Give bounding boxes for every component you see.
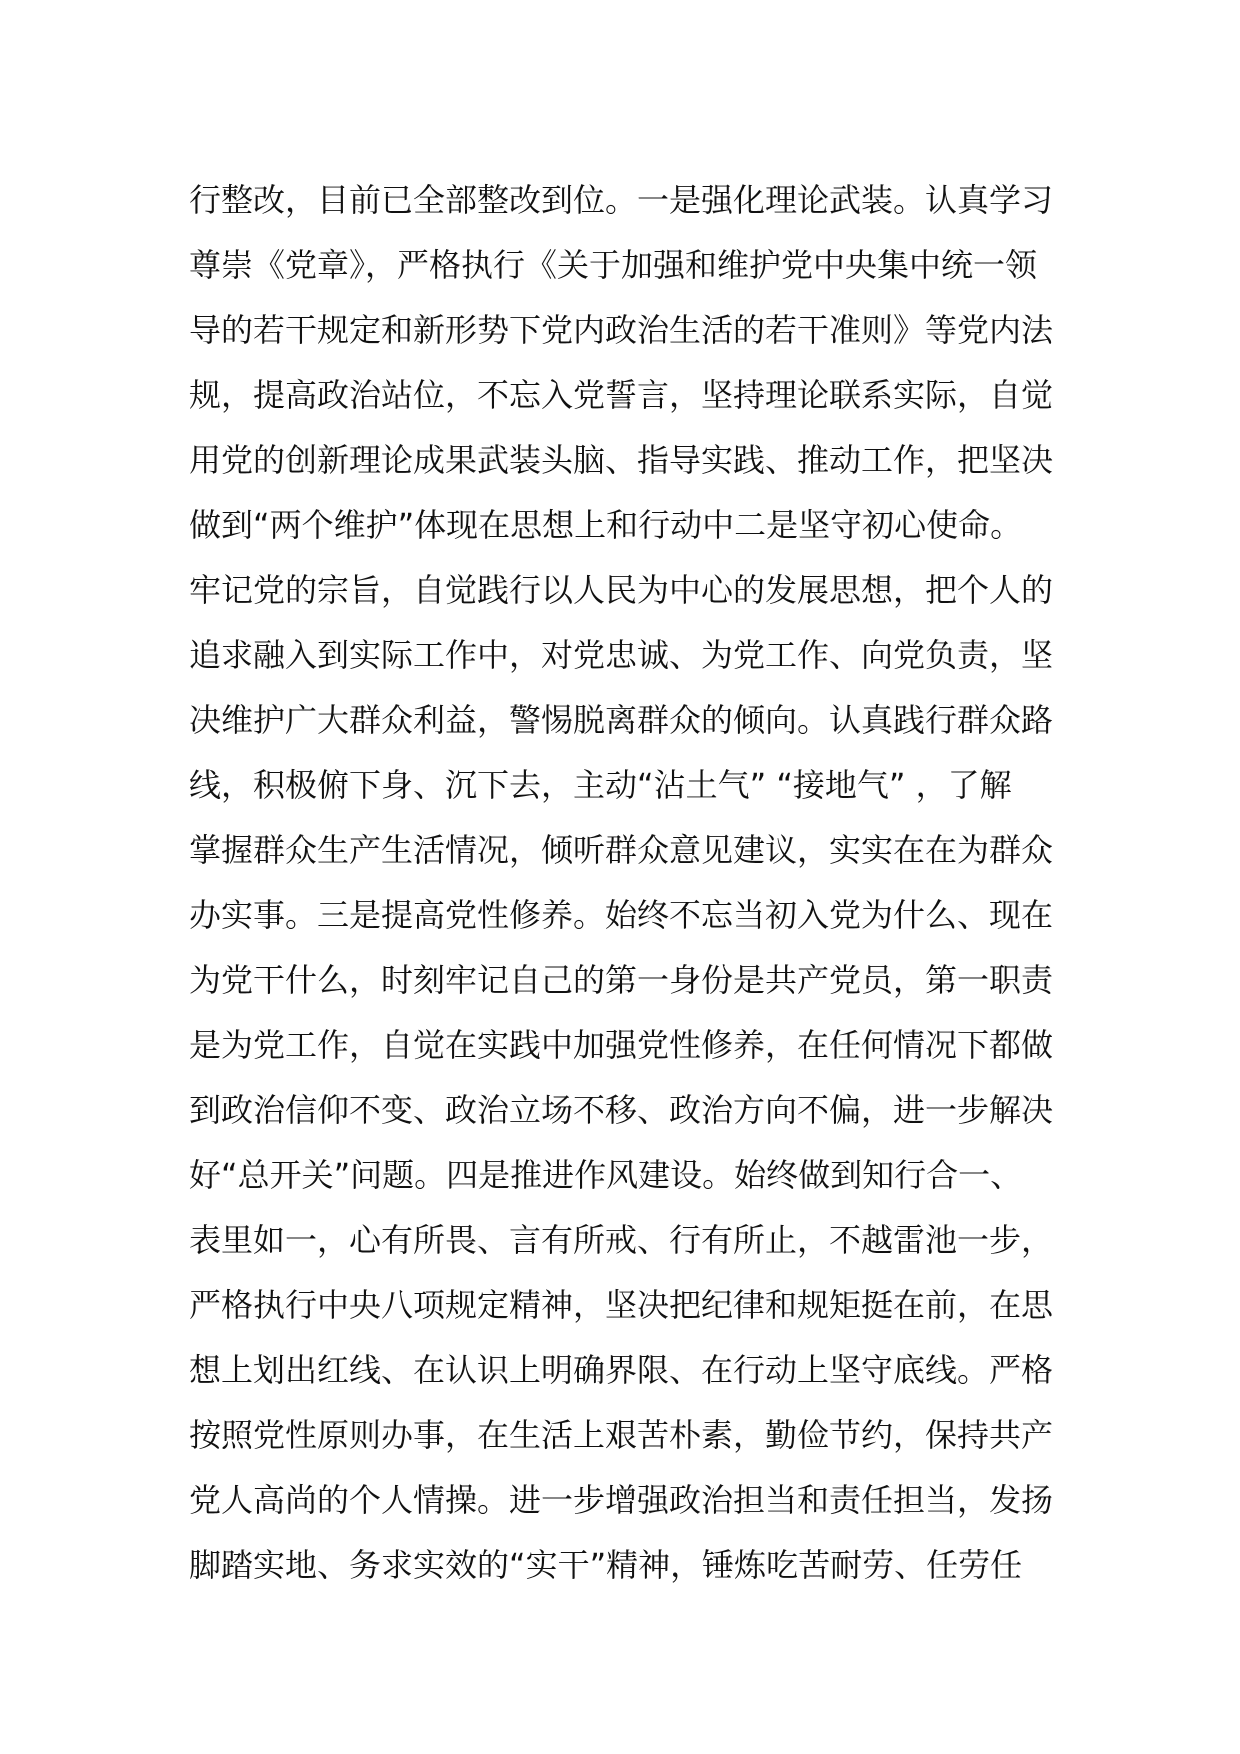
text-line: 做到“两个维护”体现在思想上和行动中二是坚守初心使命。 <box>189 506 1023 544</box>
text-line: 严格执行中央八项规定精神，坚决把纪律和规矩挺在前，在思 <box>189 1286 1054 1324</box>
text-line: 尊崇《党章》，严格执行《关于加强和维护党中央集中统一领 <box>189 246 1038 284</box>
text-line: 追求融入到实际工作中，对党忠诚、为党工作、向党负责，坚 <box>189 636 1054 674</box>
text-line: 牢记党的宗旨，自觉践行以人民为中心的发展思想，把个人的 <box>189 571 1054 609</box>
text-line: 用党的创新理论成果武装头脑、指导实践、推动工作，把坚决 <box>189 441 1054 479</box>
text-line: 好“总开关”问题。四是推进作风建设。始终做到知行合一、 <box>189 1156 1023 1194</box>
text-line: 想上划出红线、在认识上明确界限、在行动上坚守底线。严格 <box>189 1351 1054 1389</box>
text-line: 表里如一，心有所畏、言有所戒、行有所止，不越雷池一步， <box>189 1221 1054 1259</box>
text-line: 决维护广大群众利益，警惕脱离群众的倾向。认真践行群众路 <box>189 701 1054 739</box>
text-line: 按照党性原则办事，在生活上艰苦朴素，勤俭节约，保持共产 <box>189 1416 1054 1454</box>
text-line: 掌握群众生产生活情况，倾听群众意见建议，实实在在为群众 <box>189 831 1054 869</box>
text-line: 党人高尚的个人情操。进一步增强政治担当和责任担当，发扬 <box>189 1481 1054 1519</box>
body-text <box>189 168 1059 1598</box>
text-line: 是为党工作，自觉在实践中加强党性修养，在任何情况下都做 <box>189 1026 1054 1064</box>
text-line: 行整改，目前已全部整改到位。一是强化理论武装。认真学习 <box>189 181 1054 219</box>
text-line: 脚踏实地、务求实效的“实干”精神，锤炼吃苦耐劳、任劳任 <box>189 1546 1023 1584</box>
text-line: 规，提高政治站位，不忘入党誓言，坚持理论联系实际，自觉 <box>189 376 1054 414</box>
text-line: 到政治信仰不变、政治立场不移、政治方向不偏，进一步解决 <box>189 1091 1054 1129</box>
text-line: 导的若干规定和新形势下党内政治生活的若干准则》等党内法 <box>189 311 1054 349</box>
text-line: 为党干什么，时刻牢记自己的第一身份是共产党员，第一职责 <box>189 961 1054 999</box>
text-line: 线，积极俯下身、沉下去，主动“沾土气” “接地气” ，了解 <box>189 766 1012 804</box>
text-line: 办实事。三是提高党性修养。始终不忘当初入党为什么、现在 <box>189 896 1054 934</box>
